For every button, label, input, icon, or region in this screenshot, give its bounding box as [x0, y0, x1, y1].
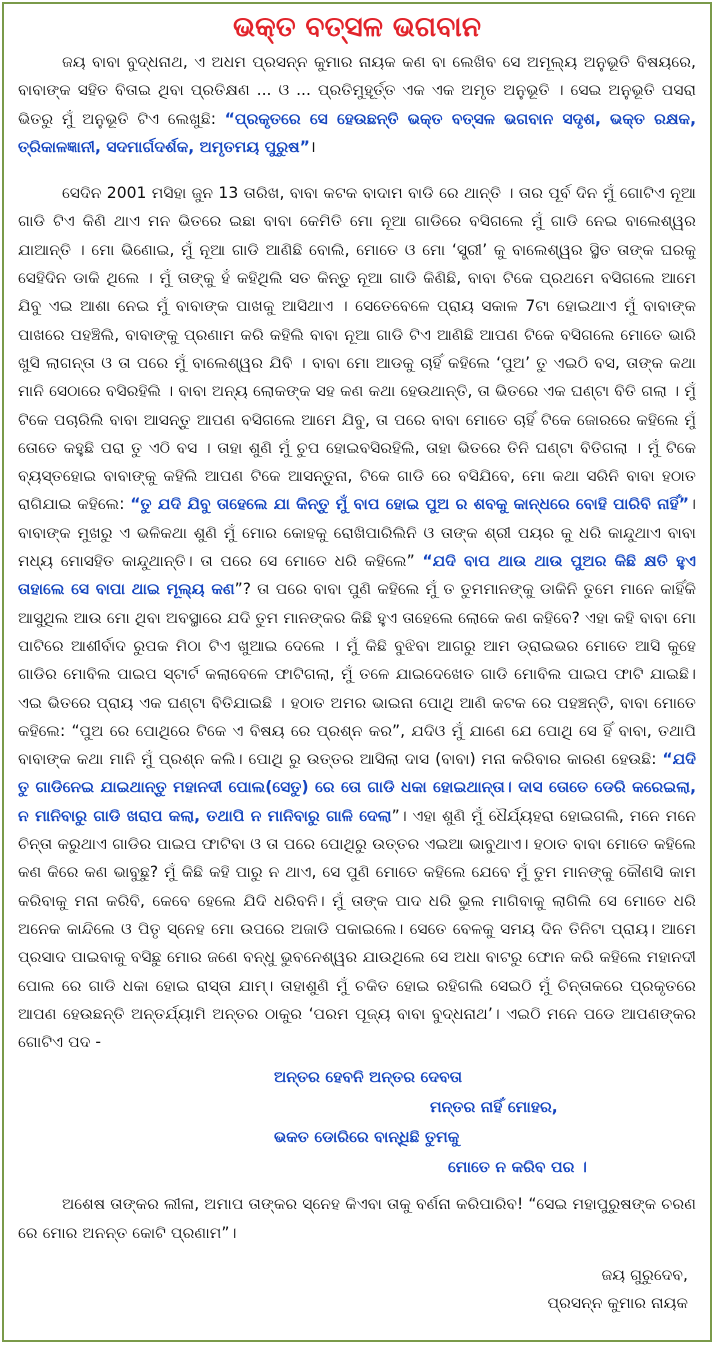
article-frame [2, 2, 712, 1342]
closing-paragraph: ଅଶେଷ ତାଙ୍କର ଲୀଳା, ଅମାପ ତାଙ୍କର ସ୍ନେହ କିଏବା ତାକୁ ବର୍ଣନା କରିପାରିବ! “ସେଇ ମହାପୁରୁଷଙ୍କ ଚରଣ ରେ ମୋର ଅନନ୍ତ କୋଟି ପ୍ରଣାମ”। [18, 1195, 696, 1242]
story-text-2: । ବାବାଙ୍କ ମୁଖରୁ ଏ ଭଳିକଥା ଶୁଣି ମୁଁ ମୋର କୋହକୁ ରୋଖିପାରିଲିନି ଓ ତାଙ୍କ ଶ୍ରୀ ପୟର କୁ ଧରି କାନ୍ଦୁଥାଏ ବାବା ମଧ୍ୟ ମୋସହିତ କାନ୍ଦୁଥାନ୍ତି। ତା ପରେ ସେ ମୋତେ ଧରି କହିଲେ” [18, 495, 696, 571]
story-highlight-2: “ଯଦି ବାପ ଥାଉ ଥାଉ ପୁଅର କିଛି କ୍ଷତି ହୁଏ ତାହାଲେ ସେ ବାପା ଥାଇ ମୂଲ୍ୟ କଣ [18, 552, 696, 599]
intro-highlight: “ପ୍ରକୃତରେ ସେ ହେଉଛନ୍ତି ଭକ୍ତ ବତ୍ସଳ ଭଗବାନ ସଦୃଶ, ଭକ୍ତ ରକ୍ଷକ, ତ୍ରିକାଳଜ୍ଞାନୀ, ସଦମାର୍ଗଦର୍ଶକ, ଅମୃତମୟ ପୁରୁଷ” [18, 109, 696, 156]
article-title: ଭକ୍ତ ବତ୍ସଳ ଭଗବାନ [232, 10, 482, 43]
story-text-3: ”? ତା ପରେ ବାବା ପୁଣି କହିଲେ ମୁଁ ତ ତୁମମାନଙ୍କୁ ଡାକିନି ତୁମେ ମାନେ କାହିଁକି ଆସୁଥିଲ ଆଉ ମୋ ଥିବା ଅବସ୍ଥାରେ ଯଦି ତୁମ ମାନଙ୍କର କିଛି ହୁଏ ତାହେଲେ ଲୋକେ କଣ କହିବେ? ଏହା କହି ବାବା ମୋ ପାଟିରେ ଆଶୀର୍ବାଦ ରୁପକ ମିଠା ଟିଏ ଖୁଆଇ ଦେଲେ । ମୁଁ କିଛି ବୁଝିବା ଆଗରୁ ଆମ ଡ୍ରାଇଭର ମୋତେ ଆସି କୁହେ ଗାଡିର ମୋବିଲ ପାଇପ ସ୍ଟାର୍ଟ କଲାବେଳେ ଫାଟିଗଲା, ମୁଁ ତଳେ ଯାଇଦେଖେତ ଗାଡି ମୋବିଲ ପାଇପ ଫାଟି ଯାଇଛି। ଏଇ ଭିତରେ ପ୍ରାୟ ଏକ ଘଣ୍ଟା ବିତିଯାଇଛି । ହଠାତ ଅମର ଭାଇନା ପୋଥି ଆଣି କଟକ ରେ ପହଞ୍ଚନ୍ତି, ବାବା ମୋତେ କହିଲେ: “ପୁଅ ରେ ପୋଥିରେ ଟିକେ ଏ ବିଷୟ ରେ ପ୍ରଶ୍ନ କର”, ଯଦିଓ ମୁଁ ଯାଣେ ଯେ ପୋଥି ସେ ହିଁ ବାବା, ତଥାପି ବାବାଙ୍କ କଥା ମାନି ମୁଁ ପ୍ରଶ୍ନ କଲି। ପୋଥି ରୁ ଉତ୍ତର ଆସିଲା ଦାସ (ବାବା) ମନା କରିବାର କାରଣ ହେଉଛି: [18, 580, 696, 769]
signature-salutation: ଜୟ ଗୁରୁଦେବ, [601, 1265, 688, 1284]
poem-verse [18, 1062, 696, 1182]
poem-line: ଭକତ ଡୋରିରେ ବାନ୍ଧିଛି ତୁମକୁ [274, 1128, 460, 1147]
story-paragraph [18, 179, 696, 1056]
poem-line: ମୋତେ ନ କରିବ ପର । [448, 1158, 587, 1177]
article-body [18, 48, 696, 1332]
intro-paragraph [18, 48, 696, 161]
poem-line: ଅନ୍ତର ହେବନି ଅନ୍ତର ଦେବତା [274, 1068, 463, 1087]
intro-end: । [309, 137, 316, 156]
intro-text: ଜୟ ବାବା ବୁଦ୍ଧନାଥ, ଏ ଅଧମ ପ୍ରସନ୍ନ କୁମାର ନାୟକ କଣ ବା ଲେଖିବ ସେ ଅମୂଲ୍ୟ ଅନୁଭୂତି ବିଷୟରେ, ବାବାଙ୍କ ସହିତ ବିତାଇ ଥିବା ପ୍ରତିକ୍ଷଣ ... ଓ ... ପ୍ରତିମୁହୂର୍ତ୍ତ ଏକ ଏକ ଅମୃତ ଅନୁଭୂତି । ସେଇ ଅନୁଭୂତି ପସରା ଭିତରୁ ମୁଁ ଅନୁଭୂତି ଟିଏ ଲେଖୁଛି: [18, 53, 696, 128]
story-highlight-3: “ଯଦି ତୁ ଗାଡିନେଇ ଯାଇଥାନ୍ତୁ ମହାନଦୀ ପୋଲ(ସେତୁ) ରେ ତୋ ଗାଡି ଧକା ହୋଇଥାନ୍ତା। ଦାସ ତୋତେ ଡେରି କରେଇଲା, ନ ମାନିବାରୁ ଗାଡି ଖରାପ କଲା, ତଥାପି ନ ମାନିବାରୁ ଗାଳି ଦେଲା [18, 750, 696, 825]
signature-block [18, 1261, 696, 1317]
story-highlight-1: “ତୁ ଯଦି ଯିବୁ ତାହେଲେ ଯା କିନ୍ତୁ ମୁଁ ବାପ ହୋଇ ପୁଅ ର ଶବକୁ କାନ୍ଧରେ ବୋହି ପାରିବି ନାହିଁ” [130, 495, 689, 514]
signature-author: ପ୍ରସନ୍ନ କୁମାର ନାୟକ [547, 1293, 688, 1312]
story-text-4: ”। ଏହା ଶୁଣି ମୁଁ ଧୈର୍ଯ୍ୟହରା ହୋଇଗଲି, ମନେ ମନେ ଚିନ୍ତା କରୁଥାଏ ଗାଡିର ପାଇପ ଫାଟିବା ଓ ତା ପରେ ପୋଥିରୁ ଉତ୍ତର ଏଇଆ ଭାବୁଥାଏ। ହଠାତ ବାବା ମୋତେ କହିଲେ କଣ କିରେ କଣ ଭାବୁଛୁ? ମୁଁ କିଛି କହି ପାରୁ ନ ଥାଏ, ସେ ପୁଣି ମୋତେ କହିଲେ ଯେବେ ମୁଁ ତୁମ ମାନଙ୍କୁ କୌଣସି କାମ କରିବାକୁ ମନା କରିବି, କେବେ ହେଲେ ଯିଦି ଧରିବନି। ମୁଁ ତାଙ୍କ ପାଦ ଧରି ଭୁଲ ମାଗିବାକୁ ଲାଗିଲି ସେ ମୋତେ ଧରି ଅନେକ କାନ୍ଦିଲେ ଓ ପିତୃ ସ୍ନେହ ମୋ ଉପରେ ଅଜାଡି ପକାଇଲେ। ସେତେ ବେଳକୁ ସମୟ ଦିନ ତିନିଟା ପ୍ରାୟ। ଆମେ ପ୍ରସାଦ ପାଇବାକୁ ବସିଛୁ ମୋର ଜଣେ ବନ୍ଧୁ ଭୁବନେଶ୍ୱର ଯାଉଥିଲେ ସେ ଅଧା ବାଟରୁ ଫୋନ କରି କହିଲେ ମହାନଦୀ ପୋଲ ରେ ଗାଡି ଧକା ହୋଇ ରାସ୍ତା ଯାମ୍। ତାହାଶୁଣି ମୁଁ ଚକିତ ହୋଇ ରହିଗଲି ସେଇଠି ମୁଁ ଚିନ୍ତାକରେ ପ୍ରକୃତରେ ଆପଣ ହେଉଛନ୍ତି ଅନ୍ତର୍ଯ୍ୟାମି ଅନ୍ତର ଠାକୁର ‘ପରମ ପୂଜ୍ୟ ବାବା ବୁଦ୍ଧନାଥ’। ଏଇଠି ମନେ ପଡେ ଆପଣଙ୍କର ଗୋଟିଏ ପଦ - [18, 806, 696, 1052]
poem-line: ମନ୍ତର ନାହିଁ ମୋହର, [430, 1098, 558, 1117]
story-text-1: ସେଦିନ 2001 ମସିହା ଜୁନ 13 ତାରିଖ, ବାବା କଟକ ବାଦାମ ବାଡି ରେ ଥାନ୍ତି । ତାର ପୂର୍ବ ଦିନ ମୁଁ ଗୋଟିଏ ନୂଆ ଗାଡି ଟିଏ କିଣି ଥାଏ ମନ ଭିତରେ ଇଛା ବାବା କେମିତି ମୋ ନୂଆ ଗାଡିରେ ବସିଗଲେ ମୁଁ ଗାଡି ନେଇ ବାଲେଶ୍ୱର ଯାଆନ୍ତି । ମୋ ଭିଣୋଇ, ମୁଁ ନୂଆ ଗାଡି ଆଣିଛି ବୋଲି, ମୋତେ ଓ ମୋ ‘ସ୍ତ୍ରୀ’ କୁ ବାଲେଶ୍ୱର ସ୍ଥିତ ତାଙ୍କ ଘରକୁ ସେହିଦିନ ଡାକି ଥିଲେ । ମୁଁ ତାଙ୍କୁ ହଁ କହିଥିଲି ସତ କିନ୍ତୁ ନୂଆ ଗାଡି କିଣିଛି, ବାବା ଟିକେ ପ୍ରଥମେ ବସିଗଲେ ଆମେ ଯିବୁ ଏଇ ଆଶା ନେଇ ମୁଁ ବାବାଙ୍କ ପାଖକୁ ଆସିଥାଏ । ସେତେବେଳେ ପ୍ରାୟ ସକାଳ 7ଟା ହୋଇଥାଏ ମୁଁ ବାବାଙ୍କ ପାଖରେ ପହଞ୍ଚିଲି, ବାବାଙ୍କୁ ପ୍ରଣାମ କରି କହିଲି ବାବା ନୂଆ ଗାଡି ଟିଏ ଆଣିଛି ଆପଣ ଟିକେ ବସିଗଲେ ମୋତେ ଭାରି ଖୁସି ଲାଗନ୍ତା ଓ ତା ପରେ ମୁଁ ବାଲେଶ୍ୱର ଯିବି । ବାବା ମୋ ଆଡକୁ ଚାହିଁ କହିଲେ ‘ପୁଅ’ ତୁ ଏଇଠି ବସ, ତାଙ୍କ କଥା ମାନି ସେଠାରେ ବସିରହିଲି । ବାବା ଅନ୍ୟ ଲୋକଙ୍କ ସହ କଣ କଥା ହେଉଥାନ୍ତି, ତା ଭିତରେ ଏକ ଘଣ୍ଟା ବିତି ଗଲା । ମୁଁ ଟିକେ ପଚାରିଲି ବାବା ଆସନ୍ତୁ ଆପଣ ବସିଗଲେ ଆମେ ଯିବୁ, ତା ପରେ ବାବା ମୋତେ ଚାହିଁ ଟିକେ ଜୋରରେ କହିଲେ ମୁଁ ତୋତେ କହୁଛି ପରା ତୁ ଏଠି ବସ । ତାହା ଶୁଣି ମୁଁ ଚୁପ ହୋଇବସିରହିଲି, ତାହା ଭିତରେ ତିନି ଘଣ୍ଟା ବିତିଗଲା । ମୁଁ ଟିକେ ବ୍ୟସ୍ତହୋଇ ବାବାଙ୍କୁ କହିଲି ଆପଣ ଟିକେ ଆସନ୍ତୁନା, ଟିକେ ଗାଡି ରେ ବସିଯିବେ, ମୋ କଥା ସରିନି ବାବା ହଠାତ ରାଗିଯାଇ କହିଲେ: [18, 184, 696, 514]
